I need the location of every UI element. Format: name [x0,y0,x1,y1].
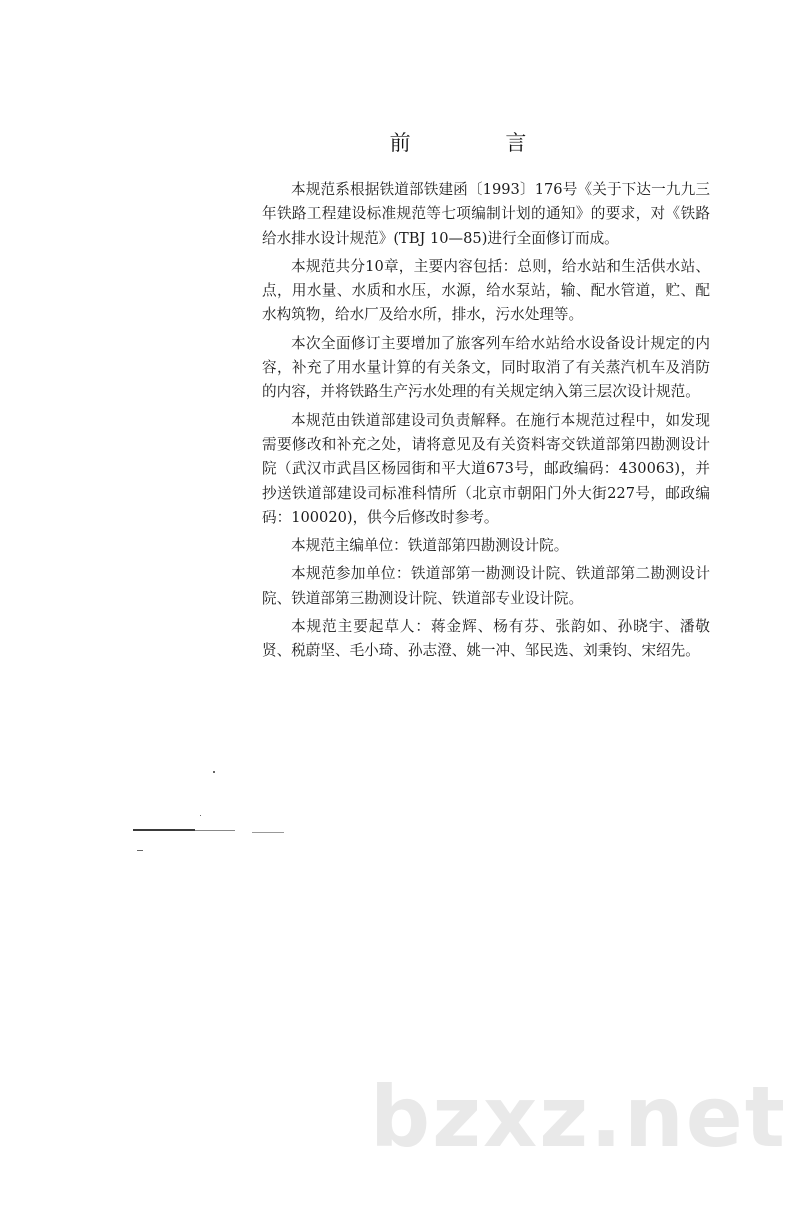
paragraph-chief-editor: 本规范主编单位：铁道部第四勘测设计院。 [291,537,569,555]
preface-body [262,178,710,668]
paragraph-participants: 本规范参加单位：铁道部第一勘测设计院、铁道部第二勘测设计院、铁道部第三勘测设计院、铁道部专业设计院。 [262,565,710,607]
paragraph-revision: 本次全面修订主要增加了旅客列车给水站给水设备设计规定的内容，补充了用水量计算的有关条文，同时取消了有关蒸汽机车及消防的内容，并将铁路生产污水处理的有关规定纳入第三层次设计规范。 [262,334,710,401]
paragraph-drafters: 本规范主要起草人：蒋金辉、杨有芬、张韵如、孙晓宇、潘敬贤、税蔚坚、毛小琦、孙志澄、姚一冲、邹民选、刘秉钧、宋绍先。 [262,618,710,660]
scan-artifact-dot [200,815,201,816]
scan-artifact-line [195,830,235,831]
page-title: 前 言 [389,131,571,155]
scan-artifact-line [133,829,195,831]
paragraph-interpretation: 本规范由铁道部建设司负责解释。在施行本规范过程中，如发现需要修改和补充之处，请将意见及有关资料寄交铁道部第四勘测设计院（武汉市武昌区杨园街和平大道673号，邮政编码：430063)，并抄送铁道部建设司标准科情所（北京市朝阳门外大街227号，邮政编码：100020)，供今后修改时参考。 [262,411,710,526]
scan-artifact-dot [137,850,143,851]
paragraph-contents: 本规范共分10章，主要内容包括：总则，给水站和生活供水站、点，用水量、水质和水压，水源，给水泵站，输、配水管道，贮、配水构筑物，给水厂及给水所，排水，污水处理等。 [262,257,710,324]
scan-artifact-dot [213,771,215,773]
watermark: bzxz.net [370,1068,787,1166]
scan-artifact-line [252,832,284,833]
paragraph-basis: 本规范系根据铁道部铁建函〔1993〕176号《关于下达一九九三年铁路工程建设标准规范等七项编制计划的通知》的要求，对《铁路给水排水设计规范》(TBJ 10—85)进行全面修订而成。 [262,181,710,247]
